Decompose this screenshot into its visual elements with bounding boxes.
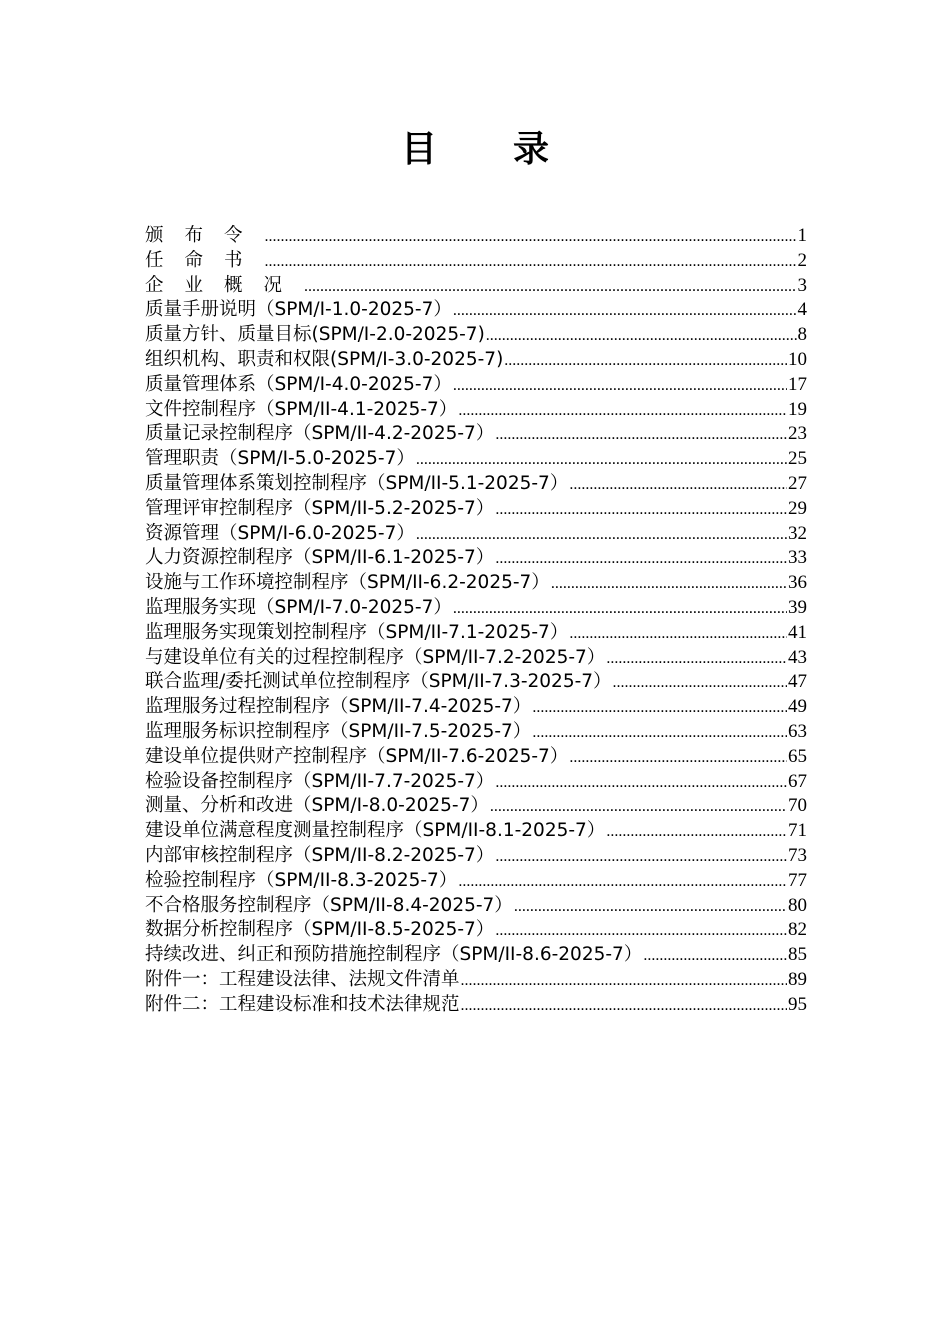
toc-entry-title: 建设单位提供财产控制程序（SPM/II-7.6-2025-7）	[145, 745, 569, 767]
toc-entry-title: 测量、分析和改进（SPM/I-8.0-2025-7）	[145, 795, 489, 817]
toc-entry-title: 监理服务实现策划控制程序（SPM/II-7.1-2025-7）	[145, 621, 569, 643]
toc-dot-leader	[606, 820, 787, 845]
toc-entry[interactable]	[145, 621, 807, 646]
toc-entry-title: 数据分析控制程序（SPM/II-8.5-2025-7）	[145, 919, 495, 941]
toc-entry[interactable]	[145, 546, 807, 571]
toc-dot-leader	[265, 250, 797, 275]
toc-entry-page-number: 85	[788, 944, 807, 966]
toc-entry[interactable]	[145, 472, 807, 497]
toc-entry-page-number: 80	[788, 894, 807, 916]
toc-entry-title: 企业概况	[145, 274, 304, 296]
toc-entry-page-number: 10	[788, 348, 807, 370]
toc-entry[interactable]	[145, 869, 807, 894]
toc-entry[interactable]	[145, 497, 807, 522]
toc-entry-page-number: 4	[797, 299, 807, 321]
toc-dot-leader	[304, 275, 796, 300]
toc-entry[interactable]	[145, 894, 807, 919]
toc-entry-title: 检验设备控制程序（SPM/II-7.7-2025-7）	[145, 770, 495, 792]
toc-entry-title: 文件控制程序（SPM/II-4.1-2025-7）	[145, 398, 458, 420]
toc-entry-title: 附件二：工程建设标准和技术法律规范	[145, 993, 460, 1015]
toc-entry-page-number: 3	[797, 274, 807, 296]
toc-dot-leader	[504, 349, 787, 374]
toc-dot-leader	[532, 721, 787, 746]
toc-entry-page-number: 49	[788, 696, 807, 718]
toc-entry[interactable]	[145, 422, 807, 447]
toc-entry-title: 附件一：工程建设法律、法规文件清单	[145, 968, 460, 990]
page-title-char: 录	[513, 129, 550, 170]
toc-entry-title: 建设单位满意程度测量控制程序（SPM/II-8.1-2025-7）	[145, 820, 606, 842]
toc-entry-title: 质量管理体系策划控制程序（SPM/II-5.1-2025-7）	[145, 472, 569, 494]
toc-entry-title: 监理服务过程控制程序（SPM/II-7.4-2025-7）	[145, 696, 532, 718]
toc-entry-page-number: 67	[788, 770, 807, 792]
toc-entry-page-number: 33	[788, 547, 807, 569]
toc-entry-title: 持续改进、纠正和预防措施控制程序（SPM/II-8.6-2025-7）	[145, 944, 643, 966]
toc-dot-leader	[490, 795, 787, 820]
toc-entry-page-number: 2	[797, 249, 807, 271]
toc-entry-title: 检验控制程序（SPM/II-8.3-2025-7）	[145, 869, 458, 891]
toc-dot-leader	[532, 696, 787, 721]
toc-dot-leader	[495, 919, 787, 944]
toc-dot-leader	[495, 547, 787, 572]
toc-dot-leader	[643, 944, 787, 969]
toc-entry[interactable]	[145, 323, 807, 348]
toc-entry-page-number: 77	[788, 869, 807, 891]
toc-entry[interactable]	[145, 695, 807, 720]
toc-entry-title: 管理评审控制程序（SPM/II-5.2-2025-7）	[145, 497, 495, 519]
toc-entry-title: 颁布令	[145, 225, 264, 246]
toc-dot-leader	[461, 969, 787, 994]
toc-entry-page-number: 19	[788, 398, 807, 420]
toc-dot-leader	[606, 647, 787, 672]
toc-entry[interactable]	[145, 819, 807, 844]
toc-entry-title: 质量手册说明（SPM/I-1.0-2025-7）	[145, 299, 452, 321]
toc-entry-page-number: 89	[788, 968, 807, 990]
toc-dot-leader	[495, 423, 787, 448]
toc-entry-page-number: 43	[788, 646, 807, 668]
toc-dot-leader	[453, 374, 787, 399]
toc-entry[interactable]	[145, 348, 807, 373]
toc-entry-page-number: 41	[788, 621, 807, 643]
toc-entry-title: 设施与工作环境控制程序（SPM/II-6.2-2025-7）	[145, 572, 550, 594]
toc-entry-page-number: 8	[797, 324, 807, 346]
toc-entry-title: 质量记录控制程序（SPM/II-4.2-2025-7）	[145, 423, 495, 445]
page-title-char: 目	[400, 129, 437, 170]
toc-entry[interactable]	[145, 993, 807, 1018]
toc-entry-title: 内部审核控制程序（SPM/II-8.2-2025-7）	[145, 844, 495, 866]
toc-entry-title: 不合格服务控制程序（SPM/II-8.4-2025-7）	[145, 894, 513, 916]
toc-entry[interactable]	[145, 794, 807, 819]
toc-entry[interactable]	[145, 968, 807, 993]
toc-entry[interactable]	[145, 596, 807, 621]
toc-entry-title: 监理服务标识控制程序（SPM/II-7.5-2025-7）	[145, 720, 532, 742]
toc-entry-page-number: 95	[788, 993, 807, 1015]
toc-entry-page-number: 70	[788, 795, 807, 817]
toc-entry-title: 资源管理（SPM/I-6.0-2025-7）	[145, 522, 415, 544]
toc-entry[interactable]	[145, 720, 807, 745]
toc-dot-leader	[453, 299, 797, 324]
toc-entry[interactable]	[145, 770, 807, 795]
toc-entry-title: 与建设单位有关的过程控制程序（SPM/II-7.2-2025-7）	[145, 646, 606, 668]
toc-entry-page-number: 63	[788, 720, 807, 742]
toc-entry[interactable]	[145, 745, 807, 770]
toc-dot-leader	[458, 870, 787, 895]
toc-entry-title: 任命书	[145, 249, 264, 271]
toc-dot-leader	[453, 597, 787, 622]
toc-dot-leader	[486, 324, 797, 349]
toc-entry-title: 管理职责（SPM/I-5.0-2025-7）	[145, 448, 415, 470]
toc-entry[interactable]	[145, 943, 807, 968]
toc-entry-title: 质量方针、质量目标(SPM/I-2.0-2025-7)	[145, 324, 485, 346]
toc-entry[interactable]	[145, 447, 807, 472]
toc-entry-page-number: 17	[788, 373, 807, 395]
toc-entry[interactable]	[145, 398, 807, 423]
toc-entry[interactable]	[145, 918, 807, 943]
toc-dot-leader	[569, 622, 787, 647]
toc-entry-page-number: 32	[788, 522, 807, 544]
toc-entry[interactable]	[145, 571, 807, 596]
toc-dot-leader	[569, 473, 787, 498]
toc-entry-page-number: 47	[788, 671, 807, 693]
toc-entry-page-number: 82	[788, 919, 807, 941]
toc-entry-page-number: 73	[788, 844, 807, 866]
toc-entry-page-number: 65	[788, 745, 807, 767]
table-of-contents	[145, 224, 807, 1018]
toc-entry-title: 监理服务实现（SPM/I-7.0-2025-7）	[145, 596, 452, 618]
page-title	[0, 128, 950, 172]
toc-entry[interactable]	[145, 522, 807, 547]
toc-dot-leader	[495, 498, 787, 523]
toc-dot-leader	[495, 771, 787, 796]
toc-entry-title: 组织机构、职责和权限(SPM/I-3.0-2025-7)	[145, 348, 504, 370]
toc-entry-title: 质量管理体系（SPM/I-4.0-2025-7）	[145, 373, 452, 395]
toc-entry-page-number: 36	[788, 572, 807, 594]
toc-entry[interactable]	[145, 646, 807, 671]
toc-entry[interactable]	[145, 274, 807, 299]
toc-entry-title: 联合监理/委托测试单位控制程序（SPM/II-7.3-2025-7）	[145, 671, 612, 693]
toc-entry-page-number: 39	[788, 596, 807, 618]
toc-dot-leader	[514, 895, 787, 920]
toc-dot-leader	[551, 572, 787, 597]
toc-entry-page-number: 71	[788, 820, 807, 842]
toc-dot-leader	[613, 671, 787, 696]
toc-entry-page-number: 27	[788, 472, 807, 494]
toc-dot-leader	[458, 399, 787, 424]
toc-entry-page-number: 25	[788, 448, 807, 470]
toc-dot-leader	[569, 746, 787, 771]
toc-dot-leader	[495, 845, 787, 870]
toc-entry-page-number: 23	[788, 423, 807, 445]
toc-entry[interactable]	[145, 298, 807, 323]
toc-dot-leader	[265, 225, 797, 250]
toc-dot-leader	[461, 994, 787, 1019]
toc-entry-title: 人力资源控制程序（SPM/II-6.1-2025-7）	[145, 547, 495, 569]
toc-dot-leader	[416, 448, 787, 473]
toc-entry[interactable]	[145, 224, 807, 249]
toc-entry[interactable]	[145, 373, 807, 398]
toc-entry[interactable]	[145, 844, 807, 869]
toc-entry-page-number: 1	[797, 225, 807, 246]
toc-entry[interactable]	[145, 249, 807, 274]
toc-dot-leader	[416, 523, 787, 548]
toc-entry-page-number: 29	[788, 497, 807, 519]
toc-entry[interactable]	[145, 670, 807, 695]
